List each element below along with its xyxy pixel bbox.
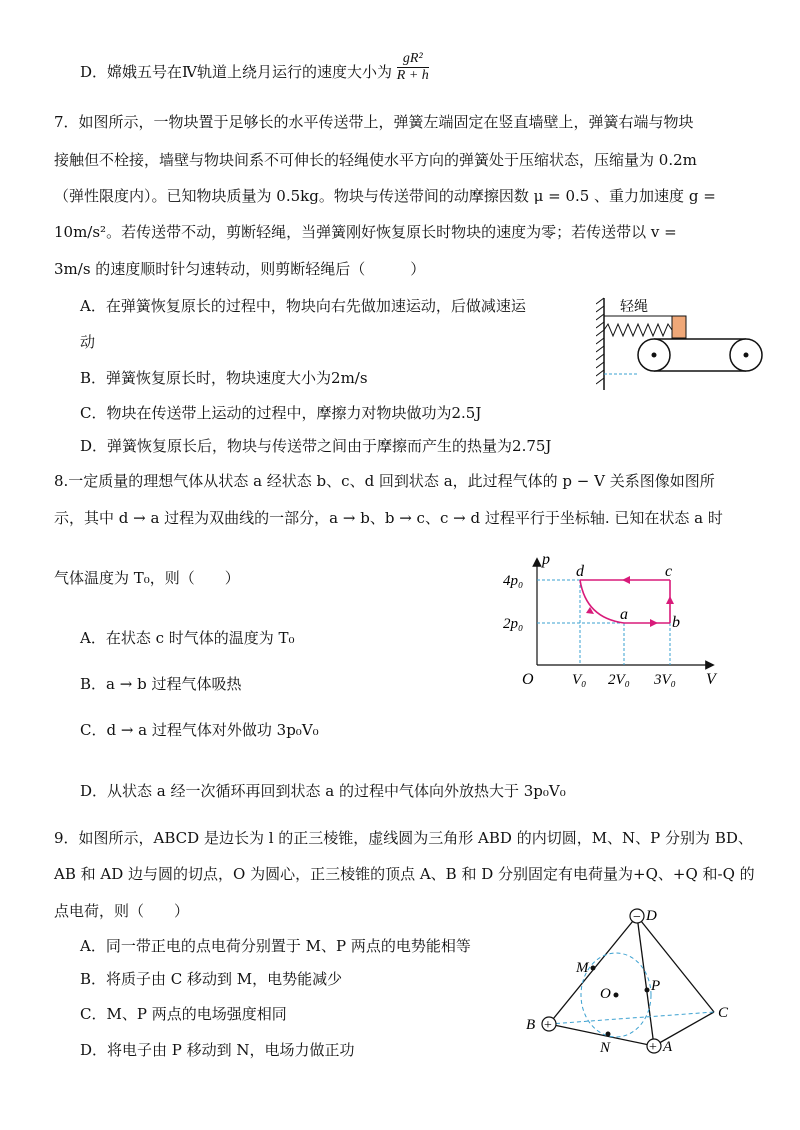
- label-m: M: [576, 960, 589, 976]
- q7-stem-line-1: 7．如图所示，一物块置于足够长的水平传送带上，弹簧左端固定在竖直墙壁上，弹簧右端与物块: [54, 113, 694, 131]
- q9-tetrahedron-figure: [520, 902, 750, 1062]
- y-tick-2p0: 2p₀: [503, 616, 524, 632]
- q7-stem-line-2: 接触但不栓接，墙壁与物块间系不可伸长的轻绳使水平方向的弹簧处于压缩状态，压缩量为 0.2m: [54, 151, 697, 169]
- q8-option-a: A．在状态 c 时气体的温度为 T₀: [80, 629, 295, 647]
- q6-option-d-fraction: [397, 51, 429, 84]
- point-p: [645, 988, 650, 993]
- q7-stem-line-3: （弹性限度内）。已知物块质量为 0.5kg。物块与传送带间的动摩擦因数 μ = 0.5 、重力加速度 g =: [54, 187, 716, 205]
- label-n: N: [600, 1040, 611, 1056]
- point-n: [606, 1032, 611, 1037]
- q6-option-d-text: D．嫦娥五号在Ⅳ轨道上绕月运行的速度大小为: [80, 63, 393, 81]
- q7-option-c: C．物块在传送带上运动的过程中，摩擦力对物块做功为2.5J: [80, 404, 482, 422]
- q8-option-c: C．d → a 过程气体对外做功 3p₀V₀: [80, 721, 319, 739]
- point-b-label: b: [672, 614, 680, 631]
- rope-label: 轻绳: [620, 300, 648, 315]
- q7-conveyor-figure: [596, 292, 772, 392]
- arrow-bc: [666, 596, 674, 604]
- q8-pv-graph: [500, 552, 730, 692]
- q6-fraction-denominator: R + h: [396, 67, 429, 83]
- q9-stem-line-3: 点电荷，则（ ）: [54, 902, 190, 920]
- q6-option-d: [80, 50, 429, 84]
- tetra-edges: [549, 916, 714, 1046]
- arrow-cd: [622, 576, 630, 584]
- q6-fraction-numerator: gR²: [397, 51, 429, 68]
- q8-stem-line-1: 8.一定质量的理想气体从状态 a 经状态 b、c、d 回到状态 a，此过程气体的 p − V 关系图像如图所: [54, 472, 715, 490]
- q8-stem-line-2: 示，其中 d → a 过程为双曲线的一部分，a → b、b → c、c → d 过程平行于坐标轴. 已知在状态 a 时: [54, 509, 723, 527]
- label-b: B: [526, 1017, 536, 1033]
- right-pulley-axle: [744, 353, 749, 358]
- arrow-ab: [650, 619, 658, 627]
- point-c-label: c: [665, 563, 673, 580]
- q7-option-b: B．弹簧恢复原长时，物块速度大小为2m/s: [80, 369, 368, 387]
- q9-option-a: A．同一带正电的点电荷分别置于 M、P 两点的电势能相等: [80, 937, 471, 955]
- charge-a-sign: +: [649, 1040, 657, 1055]
- v-axis-label: V: [706, 671, 716, 688]
- label-p: P: [651, 978, 661, 994]
- q9-stem-line-1: 9．如图所示，ABCD 是边长为 l 的正三棱锥，虚线圆为三角形 ABD 的内切圆，M、N、P 分别为 BD、: [54, 829, 753, 847]
- q9-option-d: D．将电子由 P 移动到 N，电场力做正功: [80, 1041, 355, 1059]
- x-tick-3v0: 3V₀: [654, 672, 676, 688]
- block: [672, 316, 686, 338]
- q7-stem-line-5: 3m/s 的速度顺时针匀速转动，则剪断轻绳后（ ）: [54, 260, 426, 278]
- label-o: O: [600, 986, 611, 1002]
- q8-option-d: D．从状态 a 经一次循环再回到状态 a 的过程中气体向外放热大于 3p₀V₀: [80, 782, 566, 800]
- label-c: C: [718, 1005, 729, 1021]
- edge-bc-hidden: [549, 1012, 714, 1024]
- point-a-label: a: [620, 606, 628, 623]
- spring: [604, 324, 672, 336]
- point-o: [614, 993, 619, 998]
- q7-option-a-line-1: A．在弹簧恢复原长的过程中，物块向右先做加速运动，后做减速运: [80, 297, 526, 315]
- label-a: A: [663, 1039, 673, 1055]
- q7-option-a-line-2: 动: [80, 333, 96, 351]
- x-tick-v0: V₀: [572, 672, 587, 688]
- left-pulley-axle: [652, 353, 657, 358]
- q8-option-b: B．a → b 过程气体吸热: [80, 675, 242, 693]
- q9-option-b: B．将质子由 C 移动到 M，电势能减少: [80, 970, 343, 988]
- p-axis-label: p: [542, 552, 550, 568]
- point-d-label: d: [576, 563, 584, 580]
- charge-d-sign: −: [633, 910, 641, 925]
- q7-option-d: D．弹簧恢复原长后，物块与传送带之间由于摩擦而产生的热量为2.75J: [80, 437, 552, 455]
- wall-hatching: [596, 298, 604, 384]
- q9-stem-line-2: AB 和 AD 边与圆的切点，O 为圆心，正三棱锥的顶点 A、B 和 D 分别固定有电荷量为+Q、+Q 和-Q 的: [54, 865, 755, 883]
- y-tick-4p0: 4p₀: [503, 573, 524, 589]
- charge-b-sign: +: [544, 1018, 552, 1033]
- origin-label: O: [522, 671, 534, 688]
- q8-stem-line-3: 气体温度为 T₀，则（ ）: [54, 569, 240, 587]
- q7-stem-line-4: 10m/s²。若传送带不动，剪断轻绳，当弹簧刚好恢复原长时物块的速度为零；若传送带以 v =: [54, 223, 677, 241]
- point-m: [591, 966, 596, 971]
- q9-option-c: C．M、P 两点的电场强度相同: [80, 1005, 287, 1023]
- x-tick-2v0: 2V₀: [608, 672, 630, 688]
- label-d: D: [646, 908, 657, 924]
